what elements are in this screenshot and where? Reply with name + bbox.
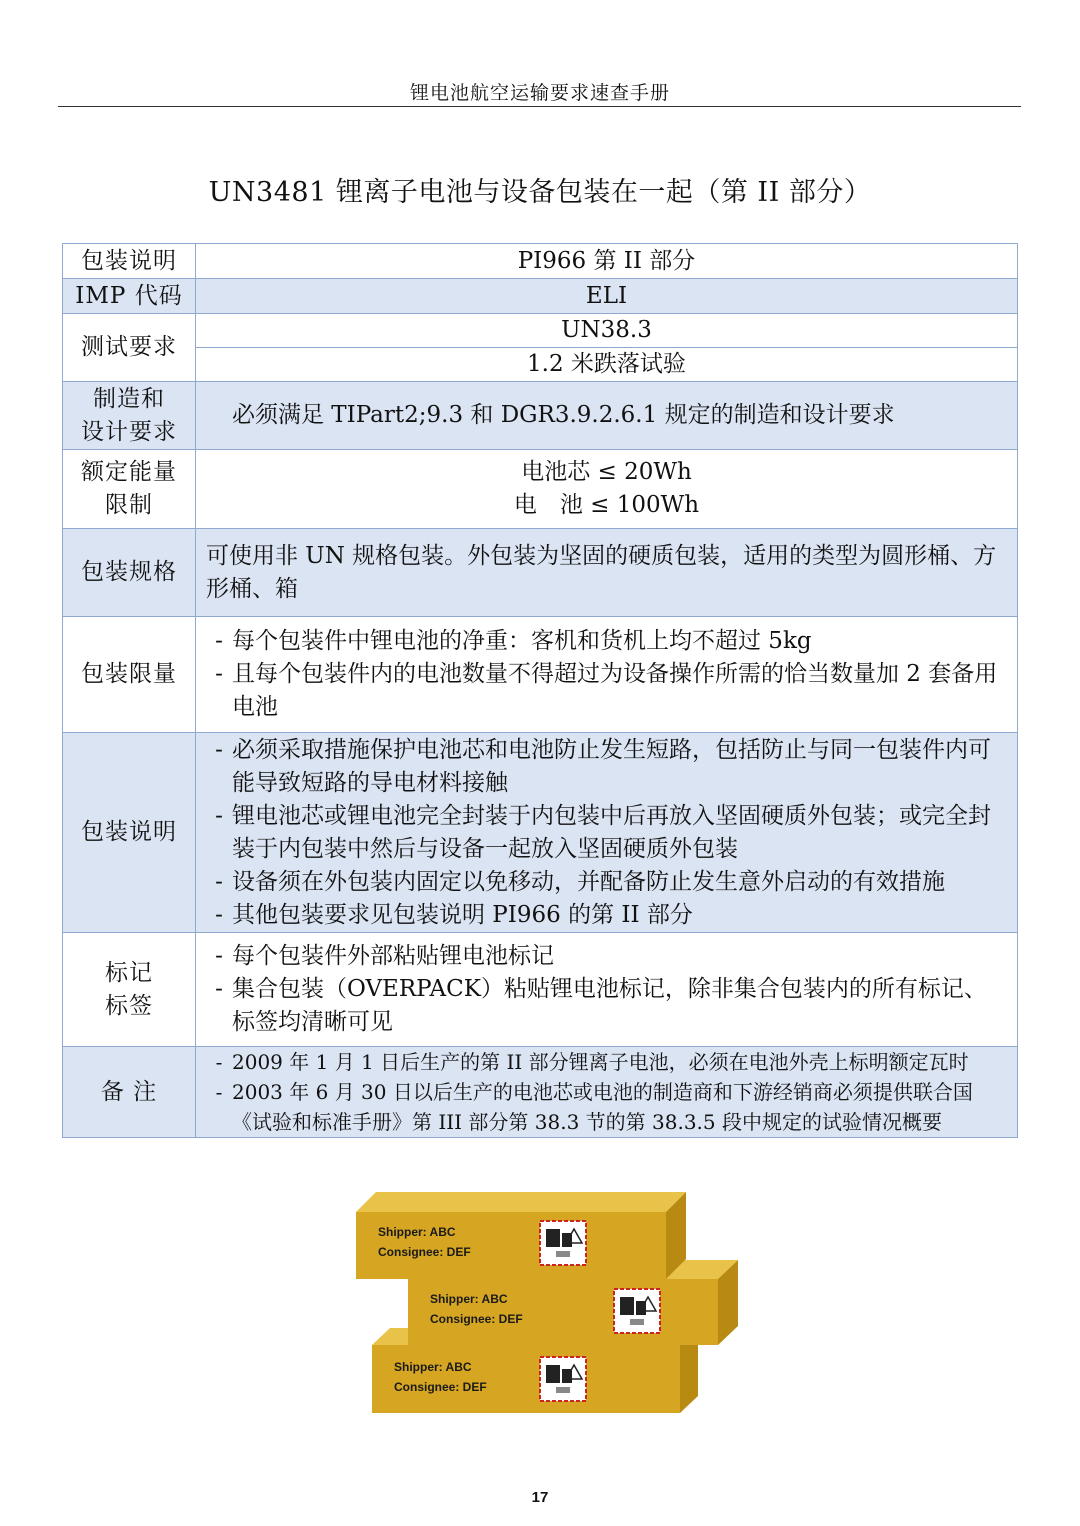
running-header: 锂电池航空运输要求速查手册 (409, 82, 670, 104)
row-value (196, 450, 1018, 529)
row-test (63, 314, 1018, 348)
lithium-battery-mark-icon (614, 1289, 660, 1333)
box-consignee-text: Consignee: DEF (430, 1312, 523, 1326)
row-value: ELI (196, 279, 1018, 314)
label-line: 额定能量 (81, 459, 177, 485)
row-energy (63, 450, 1018, 529)
row-value: 必须满足 TIPart2;9.3 和 DGR3.9.2.6.1 规定的制造和设计要求 (196, 382, 1018, 450)
label-line: 设计要求 (81, 418, 177, 445)
row-label (63, 450, 196, 529)
package-box (356, 1192, 686, 1279)
row-value: UN38.3 (196, 314, 1018, 348)
box-shipper-text: Shipper: ABC (394, 1360, 472, 1374)
row-label (63, 933, 196, 1047)
list-item: - 2009 年 1 月 1 日后生产的第 II 部分锂离子电池，必须在电池外壳上标明额定瓦时 (215, 1050, 969, 1074)
row-notes (63, 1047, 1018, 1138)
row-packing-instruction (63, 244, 1018, 279)
value-line: 电 池 ≤ 100Wh (513, 492, 700, 518)
stacked-boxes-illustration (350, 1185, 750, 1415)
list-item: - 每个包装件外部粘贴锂电池标记 (215, 943, 554, 969)
row-value: 可使用非 UN 规格包装。外包装为坚固的硬质包装，适用的类型为圆形桶、方形桶、箱 (196, 529, 1018, 617)
label-line: 标签 (105, 992, 153, 1019)
row-spec (63, 529, 1018, 617)
page-number: 17 (531, 1489, 549, 1506)
row-label: 包装说明 (63, 244, 196, 279)
lithium-battery-mark-icon (540, 1357, 586, 1401)
spec-table (62, 243, 1018, 1138)
value-line: 电池芯 ≤ 20Wh (521, 459, 692, 485)
row-label: 包装规格 (63, 529, 196, 617)
label-line: 限制 (105, 492, 153, 518)
list-item: - 锂电池芯或锂电池完全封装于内包装中后再放入坚固硬质外包装；或完全封装于内包装中然后与设备一起放入坚固硬质外包装 (215, 802, 991, 862)
list-item: - 且每个包装件内的电池数量不得超过为设备操作所需的恰当数量加 2 套备用电池 (215, 661, 998, 720)
list-item: - 集合包装（OVERPACK）粘贴锂电池标记，除非集合包装内的所有标记、标签均清晰可见 (215, 976, 987, 1035)
box-top-face (356, 1192, 686, 1212)
row-marking (63, 933, 1018, 1047)
row-label: 测试要求 (63, 314, 196, 382)
row-value (196, 1047, 1018, 1138)
row-label: IMP 代码 (63, 279, 196, 314)
label-line: 标记 (105, 959, 153, 986)
row-instructions (63, 733, 1018, 933)
list-item: - 必须采取措施保护电池芯和电池防止发生短路，包括防止与同一包装件内可能导致短路的导电材料接触 (215, 736, 991, 796)
box-consignee-text: Consignee: DEF (394, 1380, 487, 1394)
list-item: - 其他包装要求见包装说明 PI966 的第 II 部分 (215, 901, 693, 928)
row-label: 包装说明 (63, 733, 196, 933)
row-imp-code (63, 279, 1018, 314)
row-label: 包装限量 (63, 617, 196, 733)
list-item: - 2003 年 6 月 30 日以后生产的电池芯或电池的制造商和下游经销商必须提供联合国《试验和标准手册》第 III 部分第 38.3 节的第 38.3.5 段中规定的试验情况概要 (215, 1080, 973, 1134)
row-value (196, 733, 1018, 933)
row-value (196, 933, 1018, 1047)
row-label (63, 382, 196, 450)
box-consignee-text: Consignee: DEF (378, 1245, 471, 1259)
row-value: 1.2 米跌落试验 (196, 348, 1018, 382)
row-manufacture (63, 382, 1018, 450)
row-test-2 (63, 348, 1018, 382)
page-title: UN3481 锂离子电池与设备包装在一起（第 II 部分） (208, 177, 872, 208)
box-shipper-text: Shipper: ABC (430, 1292, 508, 1306)
list-item: - 设备须在外包装内固定以免移动，并配备防止发生意外启动的有效措施 (215, 868, 945, 895)
list-item: - 每个包装件中锂电池的净重：客机和货机上均不超过 5kg (215, 628, 812, 654)
box-front-face (372, 1345, 680, 1413)
row-limit (63, 617, 1018, 733)
box-shipper-text: Shipper: ABC (378, 1225, 456, 1239)
header-divider (58, 106, 1021, 107)
lithium-battery-mark-icon (540, 1221, 586, 1265)
label-line: 制造和 (93, 385, 165, 412)
row-label: 备 注 (63, 1047, 196, 1138)
row-value (196, 617, 1018, 733)
row-value: PI966 第 II 部分 (196, 244, 1018, 279)
